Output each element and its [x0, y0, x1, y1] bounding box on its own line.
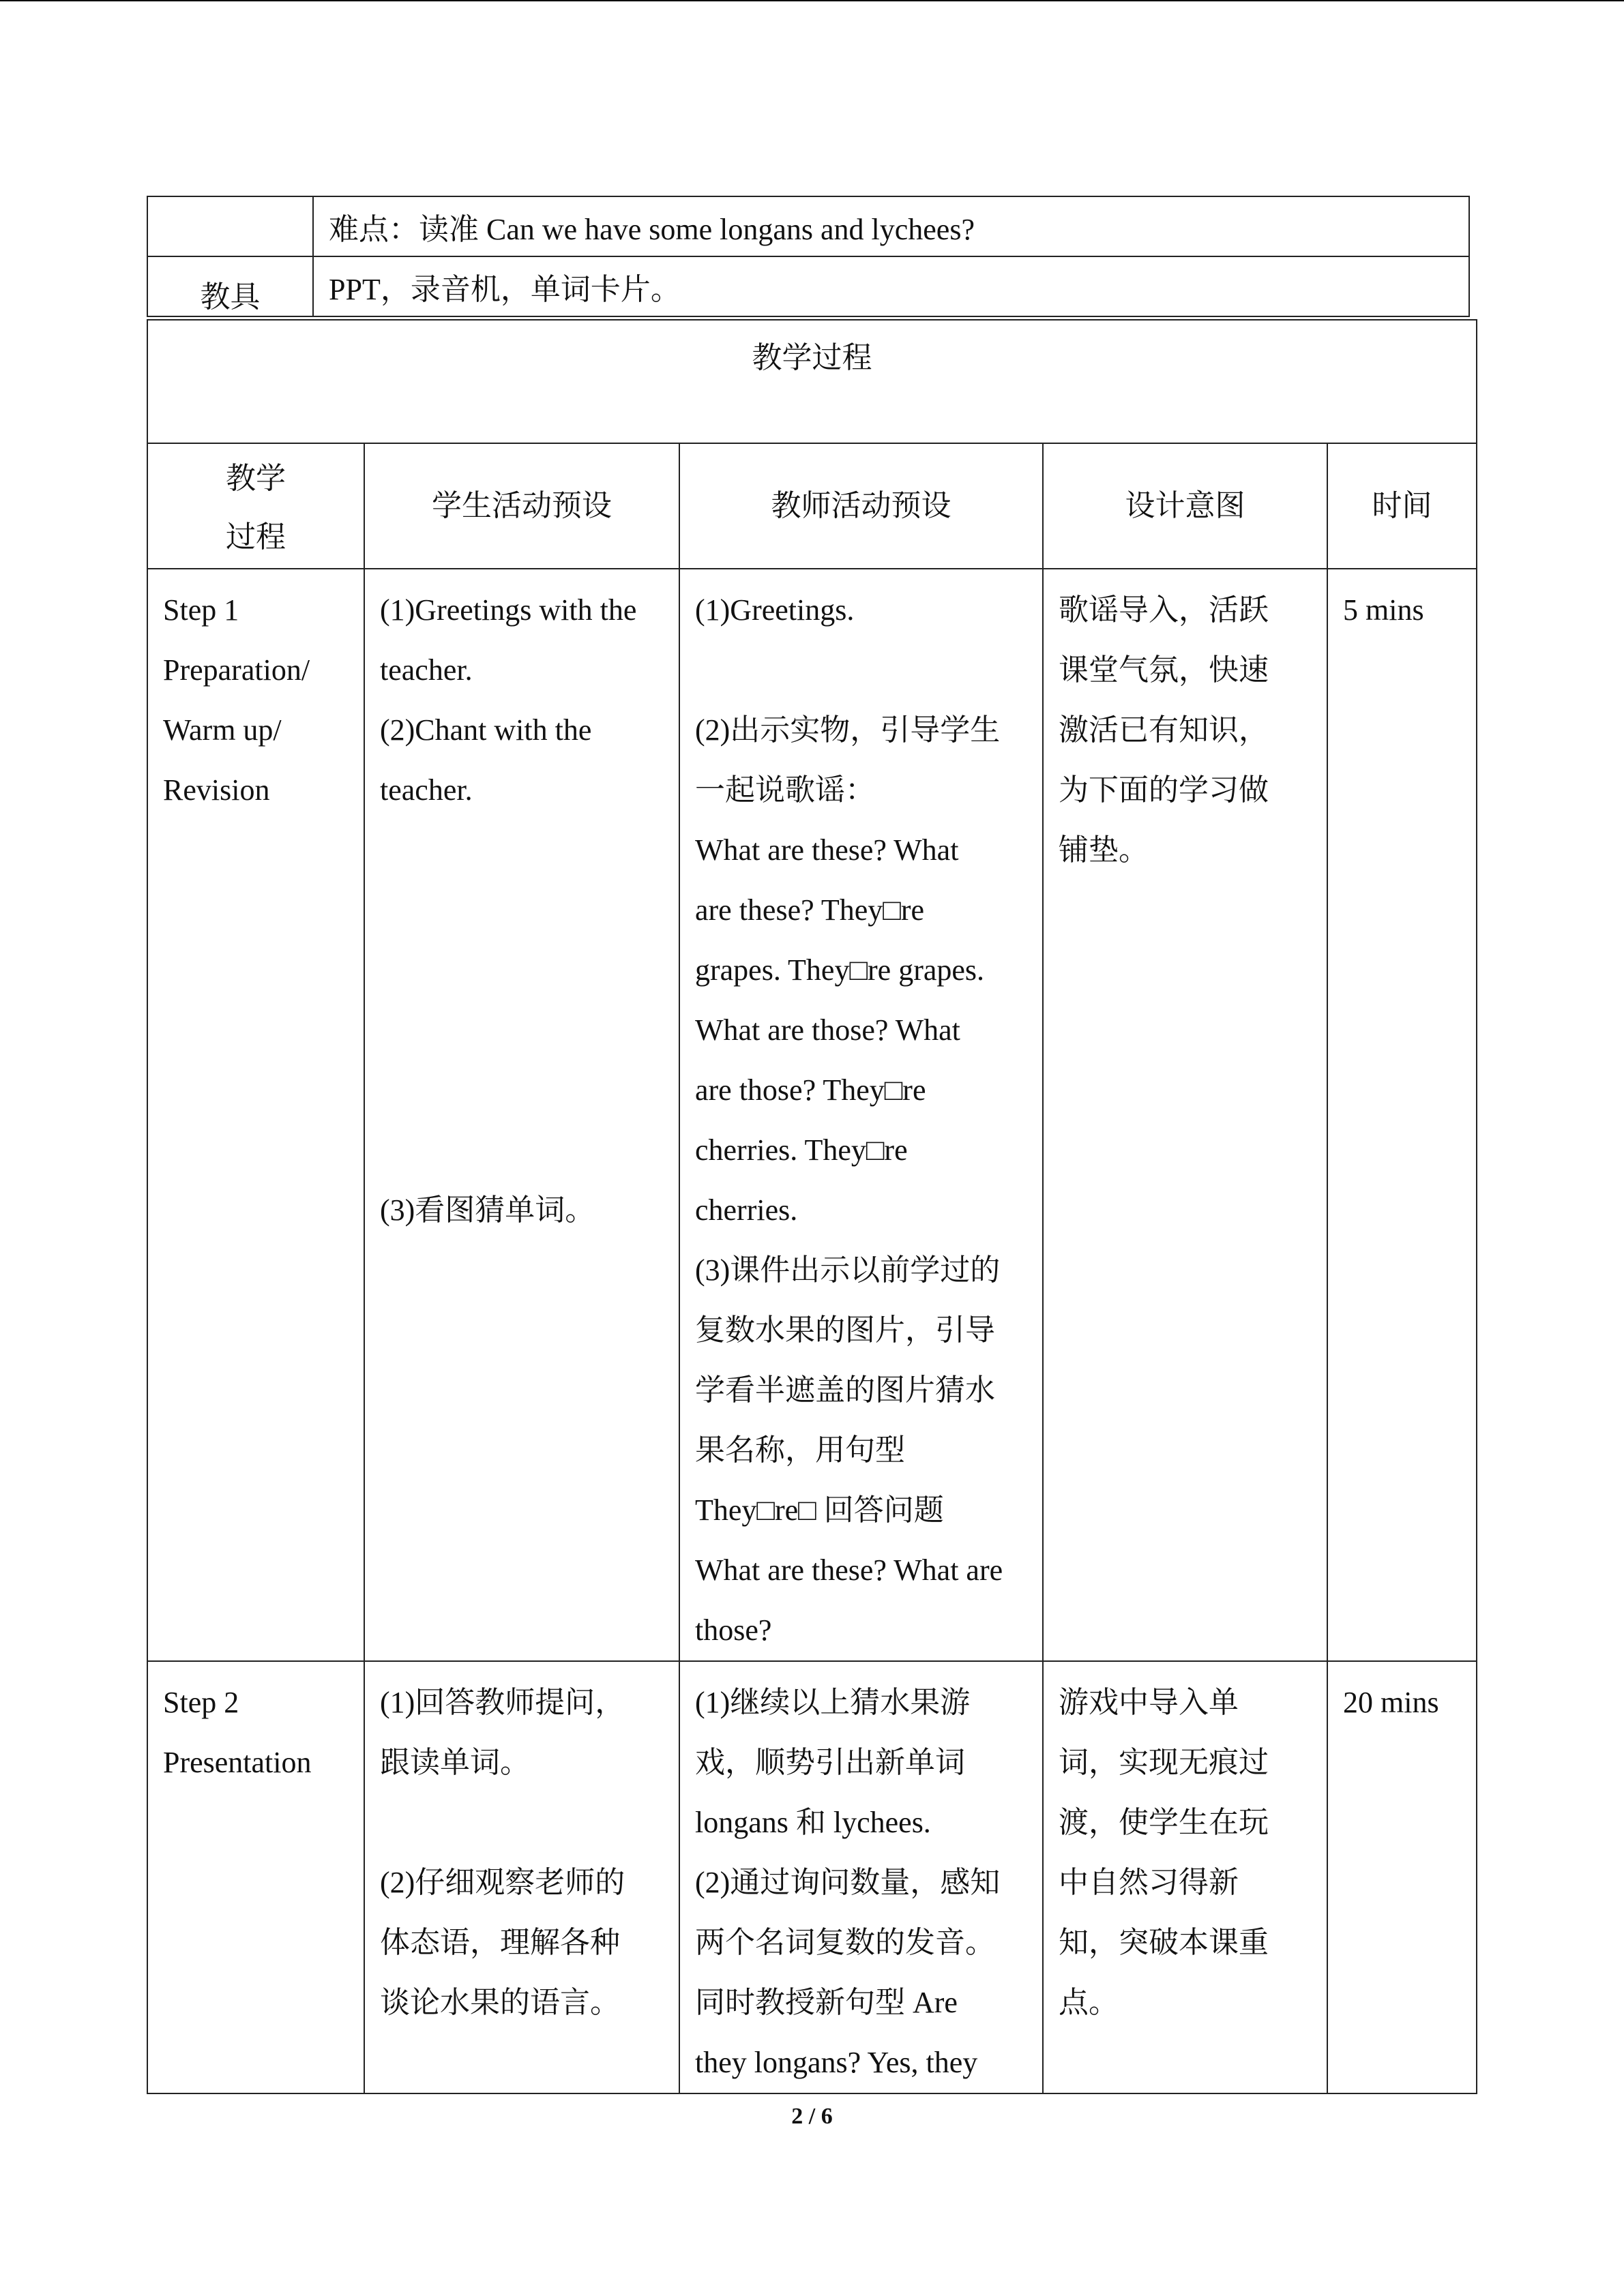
step1-student-line: (3)看图猜单词。 — [380, 1193, 595, 1227]
step1-student-line — [380, 1000, 665, 1060]
step1-teacher-line: 复数水果的图片，引导 — [695, 1313, 995, 1347]
step1-teacher-line — [695, 640, 1029, 700]
step1-name-line: Step 1 — [163, 593, 239, 627]
page-number: 2 / 6 — [791, 2104, 833, 2129]
step2-student-line: 体态语，理解各种 — [380, 1926, 620, 1959]
step2-student-line: (2)仔细观察老师的 — [380, 1866, 625, 1899]
step1-student-line — [380, 880, 665, 940]
step1-teacher-line: 一起说歌谣： — [695, 773, 875, 807]
step2-teacher-line: 同时教授新句型 Are — [695, 1986, 958, 2019]
teaching-aids-text: PPT，录音机，单词卡片。 — [313, 256, 1469, 316]
step1-teacher-line: (1)Greetings. — [695, 593, 855, 627]
step1-teacher-line: What are these? What — [695, 833, 959, 867]
step1-teacher-line: are those? They□re — [695, 1073, 926, 1107]
column-header-row — [147, 443, 1477, 569]
step2-student — [364, 1661, 679, 2093]
step2-intent — [1043, 1661, 1327, 2093]
step2-intent-line: 中自然习得新 — [1059, 1866, 1239, 1899]
step1-teacher — [679, 569, 1043, 1661]
page-top-border — [0, 0, 1624, 1]
step1-intent-line: 歌谣导入，活跃 — [1059, 593, 1269, 627]
step1-teacher-line: 果名称，用句型 — [695, 1433, 905, 1467]
table-title-row — [147, 320, 1477, 443]
step1-teacher-line: those? — [695, 1613, 772, 1647]
step1-time — [1327, 569, 1477, 1661]
lesson-info-table — [147, 196, 1470, 317]
step1-teacher-line: cherries. They□re — [695, 1133, 908, 1167]
header-process-line1: 教学 — [226, 462, 286, 495]
step1-name — [147, 569, 364, 1661]
step1-teacher-line: grapes. They□re grapes. — [695, 953, 985, 987]
step1-student-line: (2)Chant with the — [380, 713, 592, 747]
step1-student-line — [380, 1120, 665, 1180]
step1-teacher-line: What are those? What — [695, 1013, 960, 1047]
difficulty-text: 难点：读准 Can we have some longans and lychees? — [313, 196, 1469, 256]
step1-student-line: teacher. — [380, 653, 473, 687]
difficulty-row — [147, 196, 1469, 256]
step1-teacher-line: cherries. — [695, 1193, 798, 1227]
step2-teacher-line: (2)通过询问数量，感知 — [695, 1866, 1001, 1899]
difficulty-label — [147, 196, 313, 256]
header-time: 时间 — [1327, 443, 1477, 569]
header-teacher-activity: 教师活动预设 — [679, 443, 1043, 569]
step2-time — [1327, 1661, 1477, 2093]
step1-name-line: Revision — [163, 773, 270, 807]
step1-teacher-line: What are these? What are — [695, 1553, 1003, 1587]
step2-teacher-line: longans 和 lychees. — [695, 1806, 931, 1839]
step1-student-line — [380, 1060, 665, 1120]
step2-intent-line: 渡，使学生在玩 — [1059, 1806, 1269, 1839]
step1-teacher-line: They□re□ 回答问题 — [695, 1493, 944, 1527]
header-process-line2: 过程 — [226, 520, 286, 554]
step1-student-line — [380, 820, 665, 880]
step2-student-line — [380, 1793, 665, 1853]
step1-intent — [1043, 569, 1327, 1661]
step1-teacher-line: (3)课件出示以前学过的 — [695, 1253, 1001, 1287]
step2-teacher — [679, 1661, 1043, 2093]
header-student-activity: 学生活动预设 — [364, 443, 679, 569]
step1-student-line: teacher. — [380, 773, 473, 807]
step2-intent-line: 知，突破本课重 — [1059, 1926, 1269, 1959]
step1-intent-line: 铺垫。 — [1059, 833, 1149, 867]
header-design-intent: 设计意图 — [1043, 443, 1327, 569]
step1-student-line — [380, 940, 665, 1000]
step1-time-text: 5 mins — [1343, 593, 1424, 627]
step1-student-line: (1)Greetings with the — [380, 593, 637, 627]
step2-teacher-line: 戏，顺势引出新单词 — [695, 1746, 965, 1779]
step2-name-line: Step 2 — [163, 1686, 239, 1719]
table-title: 教学过程 — [147, 320, 1477, 443]
step2-student-line: (1)回答教师提问， — [380, 1686, 625, 1719]
step1-name-line: Warm up/ — [163, 713, 282, 747]
step2-time-text: 20 mins — [1343, 1686, 1439, 1719]
step2-name-line: Presentation — [163, 1746, 312, 1779]
step1-intent-line: 课堂气氛，快速 — [1059, 653, 1269, 687]
step2-name — [147, 1661, 364, 2093]
step2-teacher-line: (1)继续以上猜水果游 — [695, 1686, 971, 1719]
step1-name-line: Preparation/ — [163, 653, 310, 687]
teaching-aids-row — [147, 256, 1469, 316]
step2-intent-line: 游戏中导入单 — [1059, 1686, 1239, 1719]
step2-teacher-line: they longans? Yes, they — [695, 2046, 978, 2079]
step2-intent-line: 词，实现无痕过 — [1059, 1746, 1269, 1779]
step2-row — [147, 1661, 1477, 2093]
step1-teacher-line: (2)出示实物，引导学生 — [695, 713, 1001, 747]
step1-row — [147, 569, 1477, 1661]
step1-intent-line: 为下面的学习做 — [1059, 773, 1269, 807]
teaching-process-table — [147, 319, 1477, 2094]
step1-intent-line: 激活已有知识， — [1059, 713, 1269, 747]
step2-student-line: 谈论水果的语言。 — [380, 1986, 620, 2019]
step2-student-line: 跟读单词。 — [380, 1746, 530, 1779]
step1-teacher-line: 学看半遮盖的图片猜水 — [695, 1373, 995, 1407]
step1-student — [364, 569, 679, 1661]
header-process — [147, 443, 364, 569]
step2-teacher-line: 两个名词复数的发音。 — [695, 1926, 995, 1959]
step2-intent-line: 点。 — [1059, 1986, 1119, 2019]
step1-teacher-line: are these? They□re — [695, 893, 925, 927]
teaching-aids-label: 教具 — [147, 256, 313, 316]
